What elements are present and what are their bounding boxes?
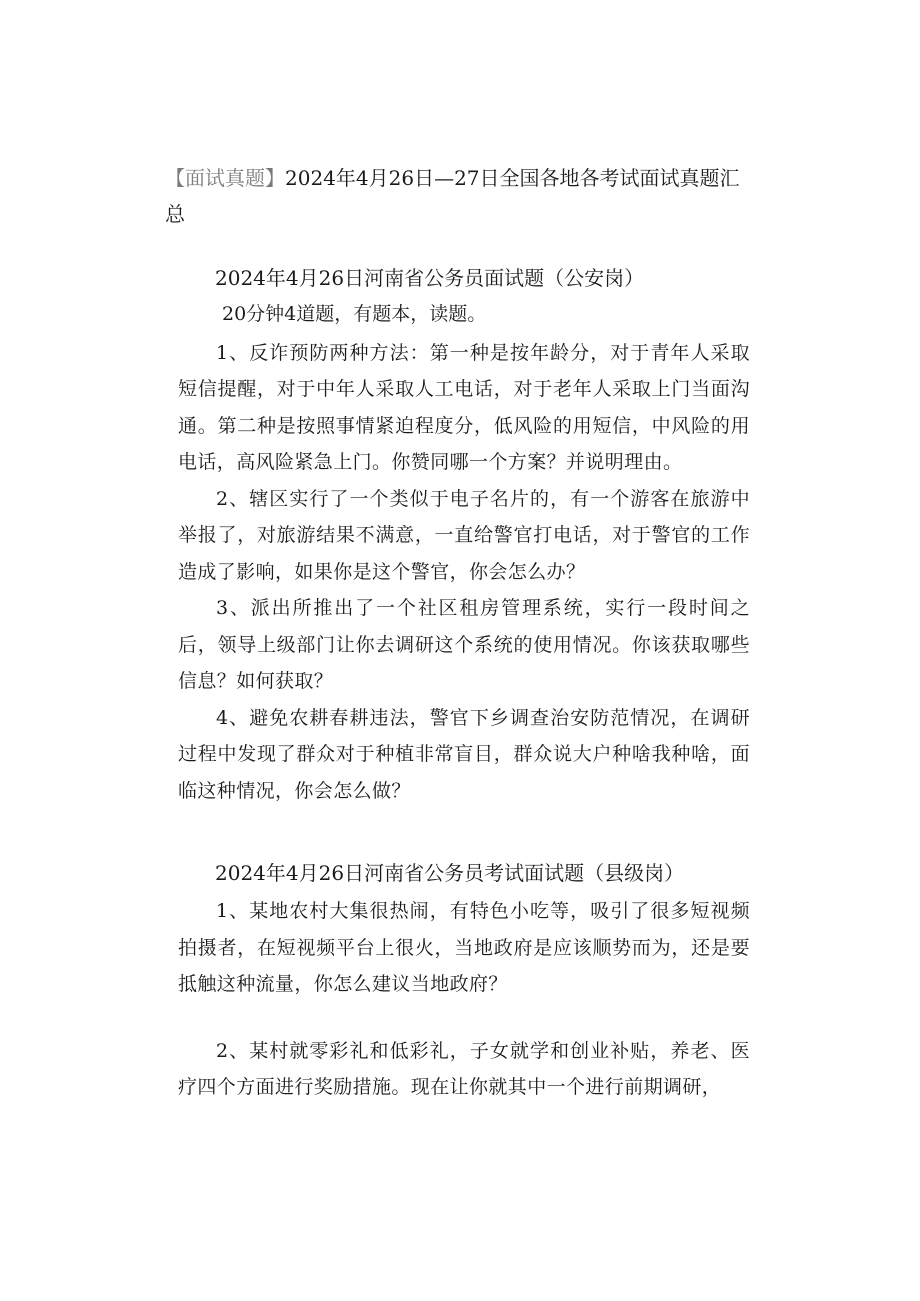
question-item: 2、某村就零彩礼和低彩礼，子女就学和创业补贴，养老、医疗四个方面进行奖励措施。现在让你就其中一个进行前期调研， <box>178 1039 750 1098</box>
section-heading: 2024年4月26日河南省公务员考试面试题（县级岗） <box>215 861 685 885</box>
question-item: 2、辖区实行了一个类似于电子名片的，有一个游客在旅游中举报了，对旅游结果不满意，一直给警官打电话，对于警官的工作造成了影响，如果你是这个警官，你会怎么办？ <box>178 487 750 583</box>
title-text: 2024年4月26日—27日全国各地各考试面试真题汇总 <box>165 166 740 226</box>
question-item: 1、反诈预防两种方法：第一种是按年龄分，对于青年人采取短信提醒，对于中年人采取人工电话，对于老年人采取上门当面沟通。第二种是按照事情紧迫程度分，低风险的用短信，中风险的用电话，高风险紧急上门。你赞同哪一个方案？并说明理由。 <box>178 341 750 473</box>
question-item: 4、避免农耕春耕违法，警官下乡调查治安防范情况，在调研过程中发现了群众对于种植非常盲目，群众说大户种啥我种啥，面临这种情况，你会怎么做？ <box>178 706 750 802</box>
document-title <box>165 160 755 232</box>
exam-format-note: 20分钟4道题，有题本，读题。 <box>222 303 487 325</box>
paragraph-gap <box>178 1003 750 1033</box>
title-tag: 【面试真题】 <box>165 166 285 190</box>
section-heading: 2024年4月26日河南省公务员面试题（公安岗） <box>215 266 645 290</box>
question-item: 3、派出所推出了一个社区租房管理系统，实行一段时间之后，领导上级部门让你去调研这个系统的使用情况。你该获取哪些信息？如何获取？ <box>178 597 750 692</box>
section-henan-police <box>178 260 750 809</box>
question-item: 1、某地农村大集很热闹，有特色小吃等，吸引了很多短视频拍摄者，在短视频平台上很火，当地政府是应该顺势而为，还是要抵触这种流量，你怎么建议当地政府？ <box>178 900 750 995</box>
section-henan-county <box>178 855 750 1106</box>
